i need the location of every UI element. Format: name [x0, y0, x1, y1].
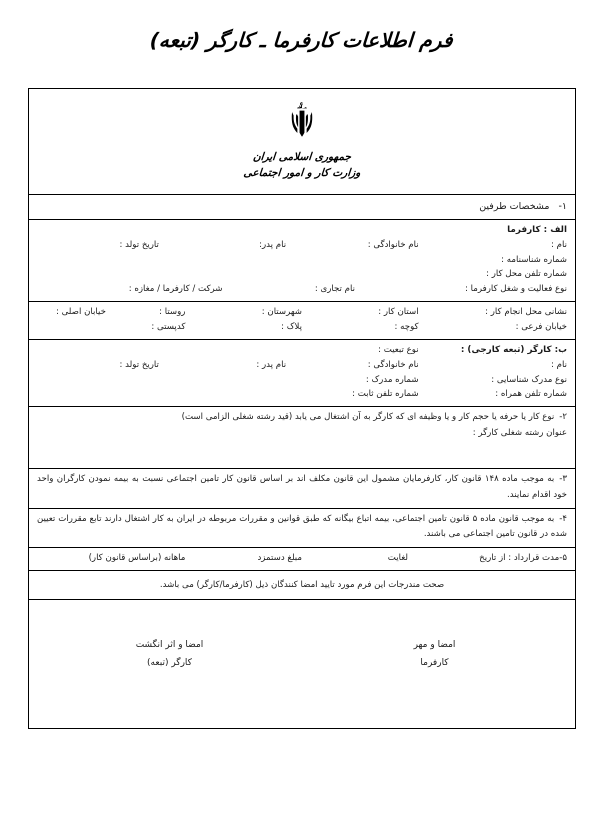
job-title-field[interactable]: عنوان رشته شغلی کارگر : [472, 427, 567, 438]
signature-section [29, 600, 575, 727]
employer-id-number-field[interactable]: شماره شناسنامه : [501, 254, 567, 265]
worker-birthdate-field[interactable]: تاریخ تولد : [119, 359, 159, 370]
worker-block [29, 340, 575, 407]
address-row-1 [37, 305, 567, 320]
section-1-title: مشخصات طرفین [479, 200, 550, 212]
worker-mobile-field[interactable]: شماره تلفن همراه : [495, 389, 567, 400]
wage-monthly-note: ماهانه (براساس قانون کار) [88, 553, 186, 564]
section-4-number: ۴- [559, 513, 568, 524]
worker-doc-number-field[interactable]: شماره مدرک : [365, 374, 419, 385]
alley-field[interactable]: کوچه : [394, 321, 419, 332]
employer-block [29, 220, 575, 302]
address-row-2 [37, 320, 567, 335]
employer-family-field[interactable]: نام خانوادگی : [367, 239, 419, 250]
worker-heading: ب: کارگر (تبعه کارجی) : [460, 344, 567, 355]
section-3-number: ۳- [559, 474, 568, 485]
confirmation-statement: صحت مندرجات این فرم مورد تایید امضا کنندگان ذیل (کارفرما/کارگر) می باشد. [29, 571, 575, 601]
section-4-body: به موجب قانون ماده ۵ قانون تامین اجتماعی، بیمه اتباع بیگانه که طبق قوانین و مقررات مربوطه در ایران به کار اشتغال دارند تابع مقررات تعیین شده در قانون تامین اجتماعی می باشند. [37, 513, 567, 540]
employer-activity-field[interactable]: نوع فعالیت و شغل کارفرما : [465, 284, 567, 295]
worker-signature-label: امضا و اثر انگشت [135, 640, 204, 651]
wage-amount-field[interactable]: مبلغ دستمزد [257, 553, 302, 564]
section-4-block [29, 509, 575, 548]
signature-area [37, 603, 567, 723]
org-name-country: جمهوری اسلامی ایران [252, 151, 352, 163]
org-name-ministry: وزارت کار و امور اجتماعی [243, 167, 361, 180]
worker-doc-row [37, 373, 567, 388]
contract-until-field[interactable]: لغایت [387, 553, 408, 564]
employer-company-field[interactable]: شرکت / کارفرما / مغازه : [128, 284, 223, 295]
section-2-number: ۲- [559, 412, 567, 423]
section-3-block [29, 469, 575, 508]
village-field[interactable]: روستا : [159, 307, 186, 318]
employer-birthdate-field[interactable]: تاریخ تولد : [119, 239, 159, 250]
postal-code-field[interactable]: کدپستی : [151, 321, 186, 332]
side-street-field[interactable]: خیابان فرعی : [515, 321, 567, 332]
worker-father-field[interactable]: نام پدر : [256, 359, 287, 370]
contract-duration-label: مدت قرارداد : از تاریخ [479, 553, 560, 564]
workplace-address-label: نشانی محل انجام کار : [485, 307, 567, 318]
worker-phone-row [37, 387, 567, 402]
masthead [29, 89, 575, 195]
section-2-text [37, 410, 567, 426]
form-container [28, 88, 576, 729]
section-1-number: ۱- [558, 200, 567, 212]
employer-trade-name-field[interactable]: نام تجاری : [314, 284, 355, 295]
section-4-text [37, 512, 567, 543]
province-field[interactable]: استان کار : [378, 307, 419, 318]
worker-nationality-field[interactable]: نوع تبعیت : [378, 344, 419, 355]
employer-signature-label: امضا و مهر [413, 640, 456, 651]
section-3-body: به موجب ماده ۱۴۸ قانون کار، کارفرمایان مشمول این قانون مکلف اند بر اساس قانون کار تامین اجتماعی نسبت به بیمه نمودن کارگران واحد خود اقدام نمایند. [37, 474, 567, 501]
worker-doc-type-field[interactable]: نوع مدرک شناسایی : [491, 374, 567, 385]
city-field[interactable]: شهرستان : [261, 307, 303, 318]
employer-work-phone-field[interactable]: شماره تلفن محل کار : [486, 269, 567, 280]
employer-father-field[interactable]: نام پدر: [259, 239, 287, 250]
address-row-2-spacer [26, 320, 106, 335]
section-3-text [37, 472, 567, 503]
main-street-field[interactable]: خیابان اصلی : [56, 307, 106, 318]
employer-signature-role: کارفرما [420, 657, 449, 668]
contract-duration-row [37, 551, 567, 566]
employer-heading: الف : کارفرما [507, 224, 567, 235]
employer-activity-row [37, 282, 567, 297]
plate-number-field[interactable]: پلاک : [281, 321, 303, 332]
employer-signature-block[interactable] [302, 637, 567, 671]
worker-family-field[interactable]: نام خانوادگی : [367, 359, 419, 370]
section-1-heading [29, 195, 575, 220]
section-2-body: نوع کار یا حرفه یا حجم کار و یا وظیفه ای که کارگر به آن اشتغال می یابد (قید رشته شغلی الزامی است) [181, 412, 555, 423]
worker-signature-block[interactable] [37, 637, 302, 671]
section-2-block [29, 407, 575, 469]
worker-name-field[interactable]: نام : [551, 359, 567, 370]
worker-heading-row [37, 343, 567, 358]
workplace-address-block [29, 302, 575, 340]
job-title-blank-area[interactable] [37, 440, 567, 464]
worker-landline-field[interactable]: شماره تلفن ثابت : [352, 389, 419, 400]
page-title: فرم اطلاعات کارفرما ـ کارگر (تبعه) [149, 28, 454, 52]
worker-name-row [37, 358, 567, 373]
iran-emblem-icon [29, 99, 575, 143]
employer-name-row [37, 238, 567, 253]
section-5-number: ۵- [559, 553, 567, 564]
contract-duration-from-field[interactable] [408, 551, 567, 566]
employer-name-field[interactable]: نام : [551, 239, 567, 250]
worker-signature-role: کارگر (تبعه) [147, 657, 192, 668]
section-5-block [29, 548, 575, 571]
